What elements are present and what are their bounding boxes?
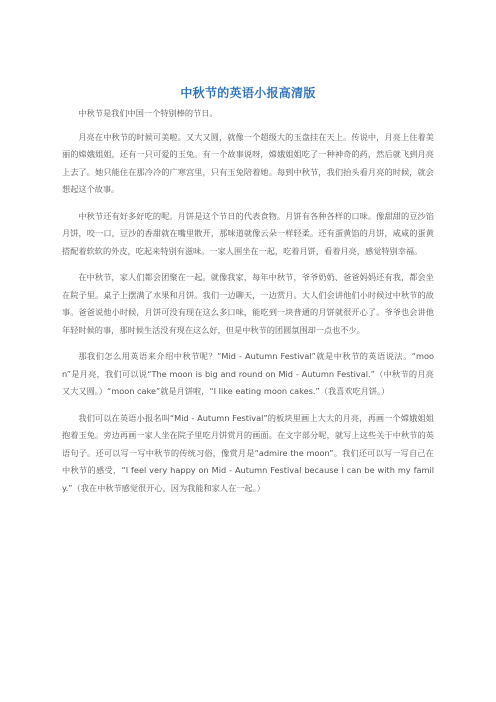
paragraph-moon-legend: 月亮在中秋节的时候可美啦。又大又圆，就像一个超级大的玉盘挂在天上。传说中，月亮上住着美丽的嫦娥姐姐，还有一只可爱的玉兔。有一个故事说呀，嫦娥姐姐吃了一种神奇的药，然后就飞到月亮上去了。她只能住在那冷冷的广寒宫里，只有玉兔陪着她。每到中秋节，我们抬头看月亮的时候，就会想起这个故事。 — [62, 131, 434, 194]
paragraph-newspaper-plan: 我们可以在英语小报名叫“Mid - Autumn Festival”的板块里画上大大的月亮，再画一个嫦娥姐姐抱着玉兔。旁边再画一家人坐在院子里吃月饼赏月的画面。在文字部分呢，就写上这些关于中秋节的英语句子。还可以写一写中秋节的传统习俗，像赏月是“admire the moon”。我们还可以写一写自己在中秋节的感受，“I feel very happy on Mid - Autumn Festival because I can be with my family.”（我在中秋节感觉很开心，因为我能和家人在一起。） — [62, 412, 434, 493]
paragraph-intro: 中秋节是我们中国一个特别棒的节日。 — [78, 108, 218, 118]
paragraph-english-phrases: 那我们怎么用英语来介绍中秋节呢？“Mid - Autumn Festival”就是中秋节的英语说法。“moon”是月亮，我们可以说“The moon is big and round on Mid - Autumn Festival.”（中秋节的月亮又大又圆。）“moon cake”就是月饼啦，“I like eating moon cakes.”（我喜欢吃月饼。） — [62, 351, 434, 396]
document-title: 中秋节的英语小报高清版 — [180, 86, 316, 100]
paragraph-family-reunion: 在中秋节，家人们都会团聚在一起。就像我家，每年中秋节，爷爷奶奶、爸爸妈妈还有我，都会坐在院子里。桌子上摆满了水果和月饼。我们一边聊天，一边赏月。大人们会讲他们小时候过中秋节的故事。爸爸说他小时候，月饼可没有现在这么多口味，能吃到一块普通的月饼就很开心了。爷爷也会讲他年轻时候的事，那时候生活没有现在这么好，但是中秋节的团圆氛围却一点也不少。 — [62, 272, 434, 335]
paragraph-mooncakes: 中秋节还有好多好吃的呢。月饼是这个节日的代表食物。月饼有各种各样的口味。像甜甜的豆沙馅月饼，咬一口，豆沙的香甜就在嘴里散开，那味道就像云朵一样轻柔。还有蛋黄馅的月饼，咸咸的蛋黄搭配着软软的外皮，吃起来特别有滋味。一家人围坐在一起，吃着月饼，看着月亮，感觉特别幸福。 — [62, 210, 434, 256]
document-body — [62, 105, 434, 506]
